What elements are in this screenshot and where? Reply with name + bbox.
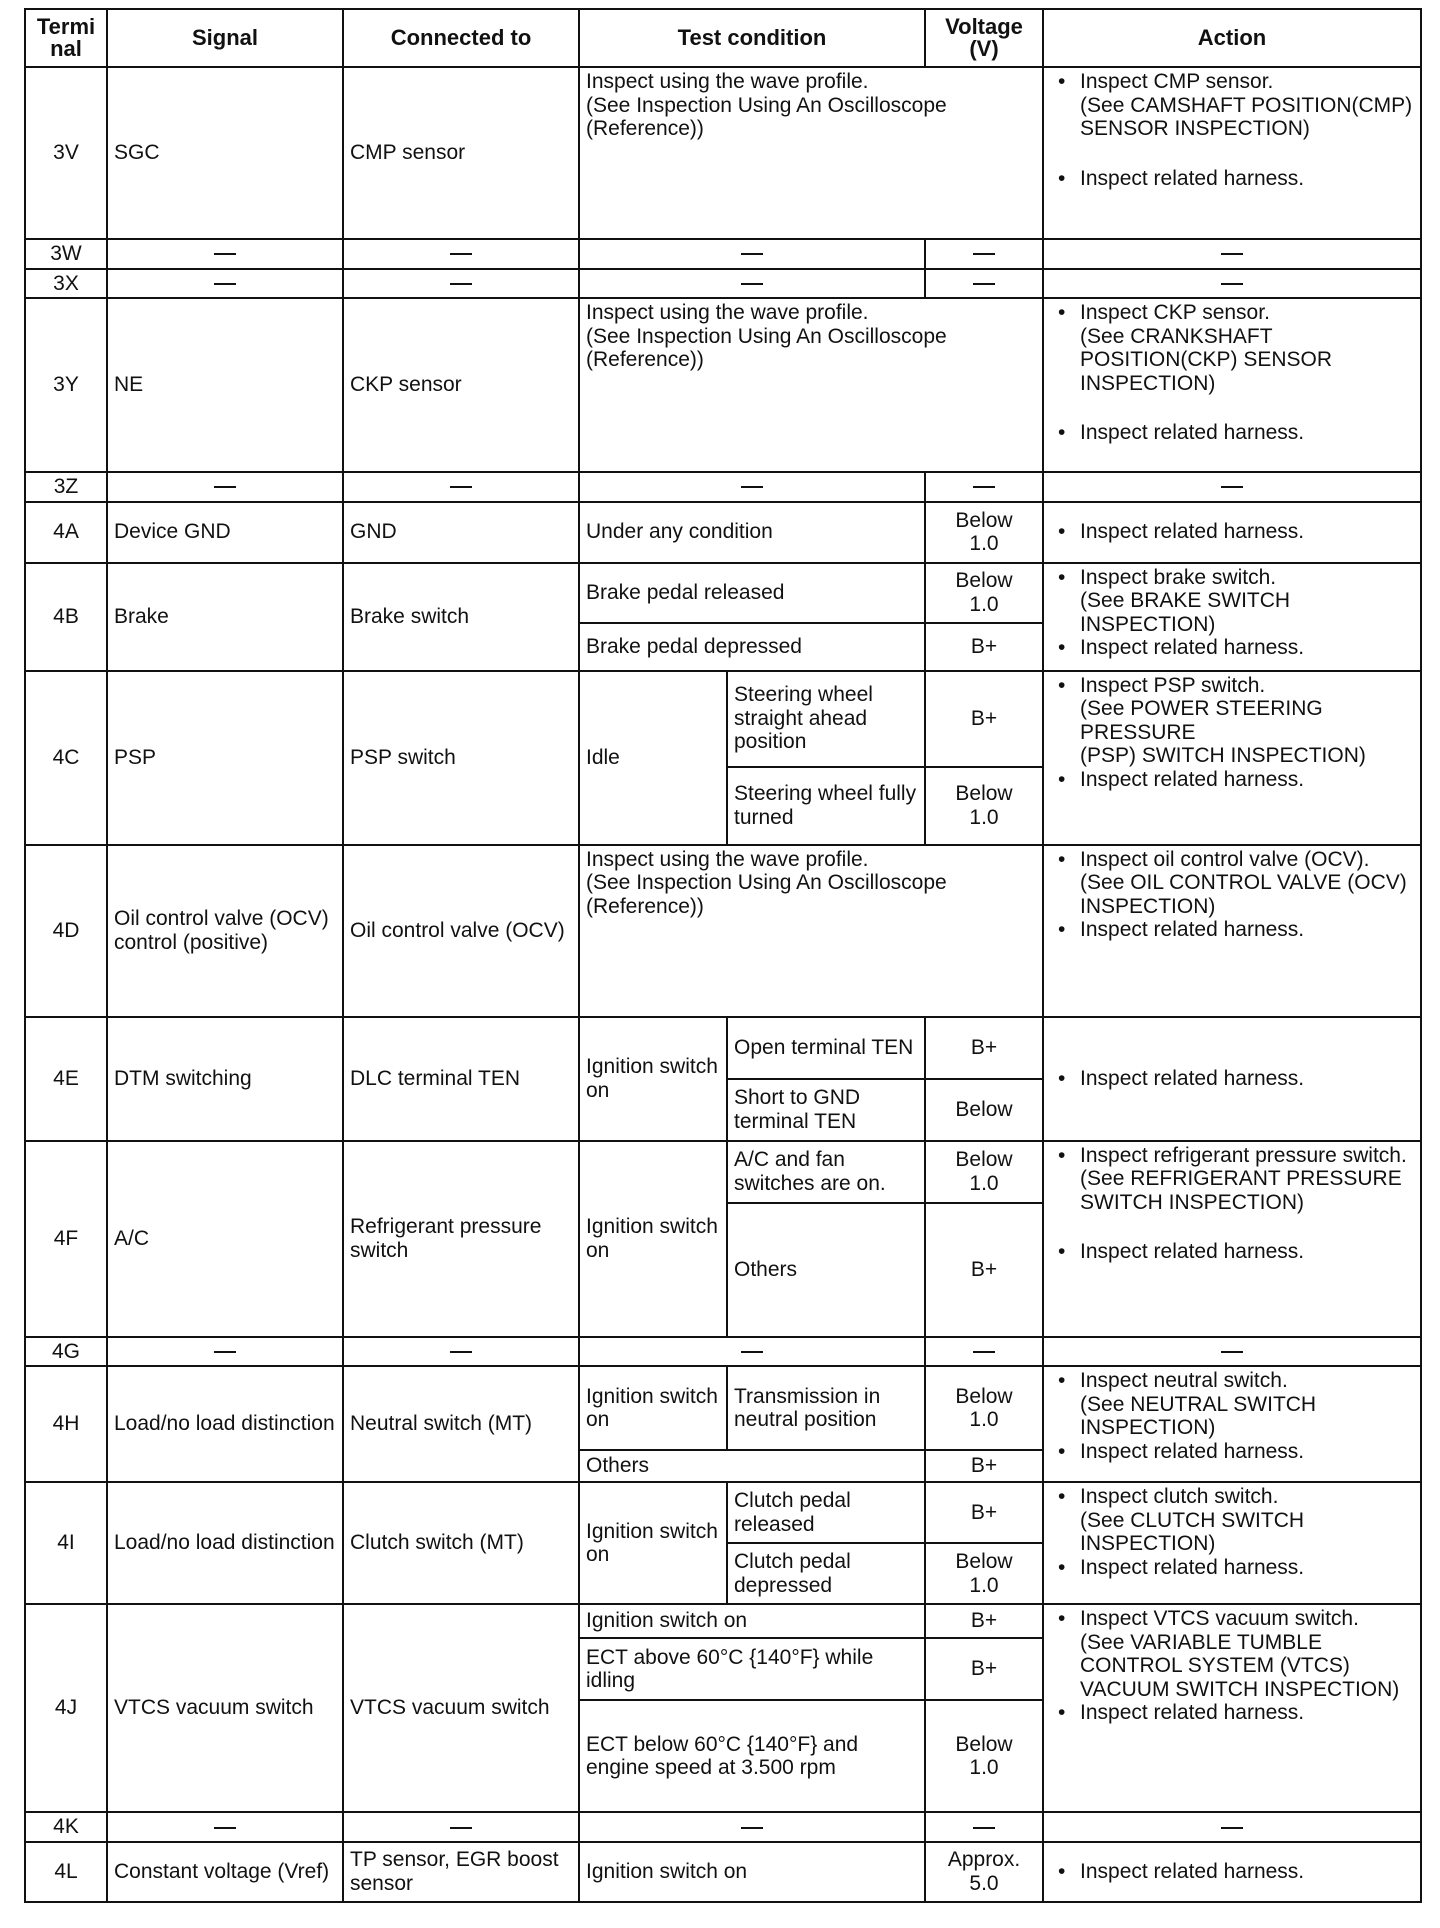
table-row bbox=[25, 1482, 1421, 1543]
signal-cell: Load/no load distinction bbox=[107, 1482, 343, 1604]
dash-cell bbox=[925, 472, 1043, 502]
table-row bbox=[25, 298, 1421, 472]
voltage-cell: B+ bbox=[925, 1203, 1043, 1337]
signal-cell: PSP bbox=[107, 671, 343, 845]
voltage-cell: Below 1.0 bbox=[925, 502, 1043, 563]
voltage-cell: Approx. 5.0 bbox=[925, 1842, 1043, 1902]
action-item: • Inspect related harness. bbox=[1050, 1067, 1414, 1091]
terminal-cell: 3V bbox=[25, 67, 107, 239]
connected-cell: Clutch switch (MT) bbox=[343, 1482, 579, 1604]
action-item: • Inspect oil control valve (OCV). (See OIL CONTROL VALVE (OCV) INSPECTION) bbox=[1050, 848, 1414, 919]
connected-cell: TP sensor, EGR boost sensor bbox=[343, 1842, 579, 1902]
dash-cell bbox=[579, 1337, 925, 1367]
subcondition-cell: Steering wheel fully turned bbox=[727, 767, 925, 845]
action-item: • Inspect related harness. bbox=[1050, 1860, 1414, 1884]
action-cell bbox=[1043, 1017, 1421, 1141]
table-row bbox=[25, 1141, 1421, 1203]
condition-cell: Brake pedal released bbox=[579, 563, 925, 623]
action-item: • Inspect related harness. bbox=[1050, 1240, 1414, 1264]
signal-cell: Brake bbox=[107, 563, 343, 671]
connected-cell: CKP sensor bbox=[343, 298, 579, 472]
table-row bbox=[25, 1337, 1421, 1367]
voltage-cell: Below 1.0 bbox=[925, 1543, 1043, 1604]
dash-cell bbox=[343, 269, 579, 299]
action-item: • Inspect neutral switch. (See NEUTRAL SWITCH INSPECTION) bbox=[1050, 1369, 1414, 1440]
terminal-cell: 4K bbox=[25, 1812, 107, 1842]
voltage-cell: B+ bbox=[925, 1450, 1043, 1482]
action-item: • Inspect related harness. bbox=[1050, 1701, 1414, 1725]
connected-cell: Brake switch bbox=[343, 563, 579, 671]
condition-cell: Inspect using the wave profile. (See Inspection Using An Oscilloscope (Reference)) bbox=[579, 845, 1043, 1017]
action-cell bbox=[1043, 298, 1421, 472]
terminal-cell: 3W bbox=[25, 239, 107, 269]
signal-cell: Load/no load distinction bbox=[107, 1366, 343, 1482]
action-cell bbox=[1043, 1141, 1421, 1337]
condition-cell: Ignition switch on bbox=[579, 1141, 727, 1337]
header-connected-to: Connected to bbox=[343, 9, 579, 67]
table-row bbox=[25, 472, 1421, 502]
condition-cell: Inspect using the wave profile. (See Inspection Using An Oscilloscope (Reference)) bbox=[579, 298, 1043, 472]
action-cell bbox=[1043, 563, 1421, 671]
terminal-cell: 4E bbox=[25, 1017, 107, 1141]
dash-cell bbox=[107, 1337, 343, 1367]
table-row bbox=[25, 671, 1421, 767]
voltage-cell: Below 1.0 bbox=[925, 1366, 1043, 1450]
voltage-cell: B+ bbox=[925, 671, 1043, 767]
dash-cell bbox=[925, 269, 1043, 299]
action-cell bbox=[1043, 845, 1421, 1017]
voltage-cell: Below 1.0 bbox=[925, 1700, 1043, 1812]
terminal-cell: 3Z bbox=[25, 472, 107, 502]
dash-cell bbox=[1043, 1337, 1421, 1367]
condition-cell: Under any condition bbox=[579, 502, 925, 563]
action-cell bbox=[1043, 502, 1421, 563]
dash-cell bbox=[1043, 472, 1421, 502]
connected-cell: VTCS vacuum switch bbox=[343, 1604, 579, 1812]
connected-cell: Refrigerant pressure switch bbox=[343, 1141, 579, 1337]
voltage-cell: B+ bbox=[925, 623, 1043, 671]
condition-cell: Ignition switch on bbox=[579, 1604, 925, 1638]
condition-cell: ECT below 60°C {140°F} and engine speed at 3.500 rpm bbox=[579, 1700, 925, 1812]
signal-cell: Constant voltage (Vref) bbox=[107, 1842, 343, 1902]
voltage-cell: Below 1.0 bbox=[925, 563, 1043, 623]
condition-cell: Ignition switch on bbox=[579, 1842, 925, 1902]
dash-cell bbox=[343, 472, 579, 502]
dash-cell bbox=[579, 1812, 925, 1842]
action-cell bbox=[1043, 1482, 1421, 1604]
header-row bbox=[25, 9, 1421, 67]
dash-cell bbox=[1043, 1812, 1421, 1842]
subcondition-cell: Short to GND terminal TEN bbox=[727, 1079, 925, 1141]
dash-cell bbox=[107, 472, 343, 502]
table-row bbox=[25, 239, 1421, 269]
terminal-cell: 4L bbox=[25, 1842, 107, 1902]
terminal-cell: 4F bbox=[25, 1141, 107, 1337]
action-cell bbox=[1043, 67, 1421, 239]
table-row bbox=[25, 1366, 1421, 1450]
terminal-cell: 4J bbox=[25, 1604, 107, 1812]
condition-cell: Ignition switch on bbox=[579, 1366, 727, 1450]
header-test-condition: Test condition bbox=[579, 9, 925, 67]
dash-cell bbox=[343, 1812, 579, 1842]
action-cell bbox=[1043, 1842, 1421, 1902]
signal-cell: Device GND bbox=[107, 502, 343, 563]
voltage-cell: B+ bbox=[925, 1017, 1043, 1079]
action-item: • Inspect related harness. bbox=[1050, 167, 1414, 191]
table-row bbox=[25, 67, 1421, 239]
header-action: Action bbox=[1043, 9, 1421, 67]
terminal-cell: 4I bbox=[25, 1482, 107, 1604]
terminal-inspection-table bbox=[24, 8, 1422, 1903]
action-item: • Inspect related harness. bbox=[1050, 1440, 1414, 1464]
header-voltage: Voltage (V) bbox=[925, 9, 1043, 67]
connected-cell: Neutral switch (MT) bbox=[343, 1366, 579, 1482]
dash-cell bbox=[579, 472, 925, 502]
action-item: • Inspect related harness. bbox=[1050, 636, 1414, 660]
voltage-cell: B+ bbox=[925, 1604, 1043, 1638]
terminal-cell: 3Y bbox=[25, 298, 107, 472]
terminal-cell: 4A bbox=[25, 502, 107, 563]
voltage-cell: B+ bbox=[925, 1638, 1043, 1700]
action-item: • Inspect related harness. bbox=[1050, 1556, 1414, 1580]
action-item: • Inspect related harness. bbox=[1050, 421, 1414, 445]
table-row bbox=[25, 502, 1421, 563]
dash-cell bbox=[925, 1337, 1043, 1367]
action-item: • Inspect CKP sensor. (See CRANKSHAFT POSITION(CKP) SENSOR INSPECTION) bbox=[1050, 301, 1414, 395]
dash-cell bbox=[925, 1812, 1043, 1842]
action-item: • Inspect PSP switch. (See POWER STEERING PRESSURE (PSP) SWITCH INSPECTION) bbox=[1050, 674, 1414, 768]
condition-cell: Brake pedal depressed bbox=[579, 623, 925, 671]
terminal-table-wrapper bbox=[24, 8, 1422, 1903]
connected-cell: Oil control valve (OCV) bbox=[343, 845, 579, 1017]
voltage-cell: Below 1.0 bbox=[925, 767, 1043, 845]
action-item: • Inspect clutch switch. (See CLUTCH SWITCH INSPECTION) bbox=[1050, 1485, 1414, 1556]
subcondition-cell: Clutch pedal released bbox=[727, 1482, 925, 1543]
table-row bbox=[25, 1842, 1421, 1902]
action-item: • Inspect refrigerant pressure switch. (See REFRIGERANT PRESSURE SWITCH INSPECTION) bbox=[1050, 1144, 1414, 1215]
signal-cell: Oil control valve (OCV) control (positive) bbox=[107, 845, 343, 1017]
signal-cell: A/C bbox=[107, 1141, 343, 1337]
signal-cell: VTCS vacuum switch bbox=[107, 1604, 343, 1812]
voltage-cell: Below 1.0 bbox=[925, 1141, 1043, 1203]
condition-cell: Others bbox=[579, 1450, 925, 1482]
dash-cell bbox=[1043, 239, 1421, 269]
dash-cell bbox=[1043, 269, 1421, 299]
action-cell bbox=[1043, 1366, 1421, 1482]
dash-cell bbox=[343, 239, 579, 269]
subcondition-cell: A/C and fan switches are on. bbox=[727, 1141, 925, 1203]
dash-cell bbox=[107, 1812, 343, 1842]
table-row bbox=[25, 1604, 1421, 1638]
condition-cell: Ignition switch on bbox=[579, 1017, 727, 1141]
action-item: • Inspect related harness. bbox=[1050, 768, 1414, 792]
dash-cell bbox=[579, 269, 925, 299]
subcondition-cell: Transmission in neutral position bbox=[727, 1366, 925, 1450]
signal-cell: NE bbox=[107, 298, 343, 472]
action-item: • Inspect brake switch. (See BRAKE SWITCH INSPECTION) bbox=[1050, 566, 1414, 637]
action-item: • Inspect CMP sensor. (See CAMSHAFT POSITION(CMP) SENSOR INSPECTION) bbox=[1050, 70, 1414, 141]
table-row bbox=[25, 1017, 1421, 1079]
terminal-cell: 3X bbox=[25, 269, 107, 299]
dash-cell bbox=[107, 239, 343, 269]
subcondition-cell: Open terminal TEN bbox=[727, 1017, 925, 1079]
terminal-cell: 4B bbox=[25, 563, 107, 671]
table-row bbox=[25, 563, 1421, 623]
dash-cell bbox=[343, 1337, 579, 1367]
connected-cell: PSP switch bbox=[343, 671, 579, 845]
condition-cell: ECT above 60°C {140°F} while idling bbox=[579, 1638, 925, 1700]
connected-cell: GND bbox=[343, 502, 579, 563]
header-terminal: Termi nal bbox=[25, 9, 107, 67]
action-cell bbox=[1043, 671, 1421, 845]
signal-cell: SGC bbox=[107, 67, 343, 239]
terminal-cell: 4G bbox=[25, 1337, 107, 1367]
action-item: • Inspect VTCS vacuum switch. (See VARIABLE TUMBLE CONTROL SYSTEM (VTCS) VACUUM SWITCH INSPECTION) bbox=[1050, 1607, 1414, 1701]
subcondition-cell: Steering wheel straight ahead position bbox=[727, 671, 925, 767]
connected-cell: CMP sensor bbox=[343, 67, 579, 239]
condition-cell: Ignition switch on bbox=[579, 1482, 727, 1604]
action-item: • Inspect related harness. bbox=[1050, 918, 1414, 942]
terminal-cell: 4C bbox=[25, 671, 107, 845]
subcondition-cell: Clutch pedal depressed bbox=[727, 1543, 925, 1604]
action-item: • Inspect related harness. bbox=[1050, 520, 1414, 544]
terminal-cell: 4H bbox=[25, 1366, 107, 1482]
condition-cell: Inspect using the wave profile. (See Inspection Using An Oscilloscope (Reference)) bbox=[579, 67, 1043, 239]
subcondition-cell: Others bbox=[727, 1203, 925, 1337]
connected-cell: DLC terminal TEN bbox=[343, 1017, 579, 1141]
terminal-cell: 4D bbox=[25, 845, 107, 1017]
dash-cell bbox=[579, 239, 925, 269]
table-row bbox=[25, 269, 1421, 299]
table-row bbox=[25, 1812, 1421, 1842]
voltage-cell: Below bbox=[925, 1079, 1043, 1141]
action-cell bbox=[1043, 1604, 1421, 1812]
dash-cell bbox=[107, 269, 343, 299]
table-row bbox=[25, 845, 1421, 1017]
header-signal: Signal bbox=[107, 9, 343, 67]
condition-cell: Idle bbox=[579, 671, 727, 845]
dash-cell bbox=[925, 239, 1043, 269]
voltage-cell: B+ bbox=[925, 1482, 1043, 1543]
signal-cell: DTM switching bbox=[107, 1017, 343, 1141]
